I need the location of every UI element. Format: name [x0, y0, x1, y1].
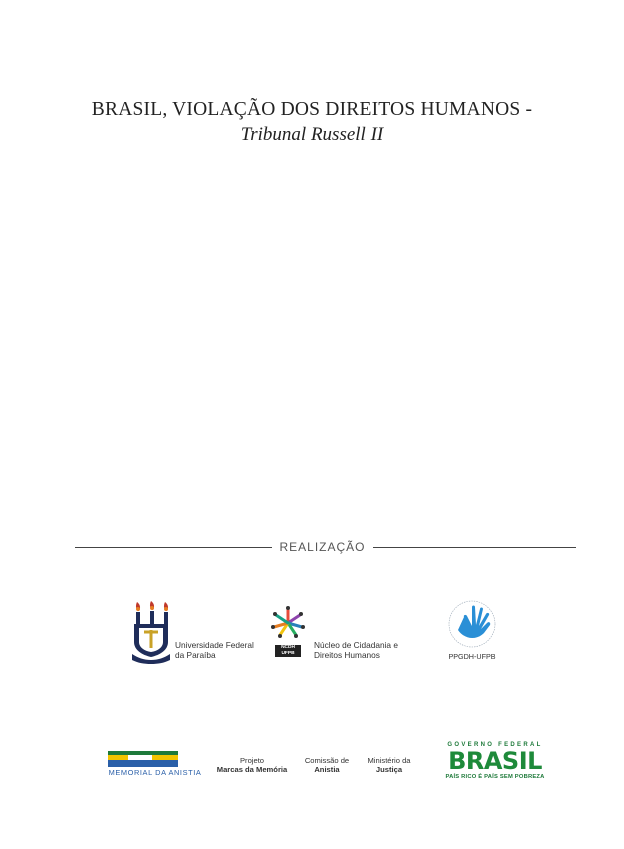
- ncdh-star-logo: [266, 603, 310, 643]
- governo-federal-logo: [436, 742, 554, 782]
- ppgdh-label: PPGDH-UFPB: [448, 652, 496, 661]
- memorial-label: MEMORIAL DA ANISTIA: [108, 768, 202, 777]
- brasil-wordmark: BRASIL: [448, 747, 542, 775]
- ministerio-justica-text: Ministério da Justiça: [367, 756, 411, 774]
- title-subtitle: Tribunal Russell II: [240, 124, 384, 145]
- ufpb-name: Universidade Federal da Paraíba: [175, 640, 254, 660]
- marcas-da-memoria-text: Projeto Marcas da Memória: [216, 756, 288, 774]
- divider-rule-right: [373, 547, 576, 548]
- brasil-slogan: PAÍS RICO É PAÍS SEM POBREZA: [445, 774, 545, 780]
- ncdh-name: Núcleo de Cidadania e Direitos Humanos: [314, 640, 398, 660]
- title-main: BRASIL, VIOLAÇÃO DOS DIREITOS HUMANOS -: [91, 99, 533, 120]
- memorial-flag-logo: [108, 751, 178, 767]
- ncdh-badge: NCDH UFPB: [275, 645, 301, 657]
- divider-rule-left: [75, 547, 272, 548]
- ufpb-crest-logo: [130, 600, 172, 664]
- realizacao-label: REALIZAÇÃO: [279, 540, 366, 554]
- realizacao-divider: [75, 538, 576, 558]
- comissao-anistia-text: Comissão de Anistia: [304, 756, 350, 774]
- ppgdh-hand-logo: [440, 600, 504, 650]
- governo-federal-top: GOVERNO FEDERAL: [447, 742, 543, 748]
- book-title: [0, 98, 624, 148]
